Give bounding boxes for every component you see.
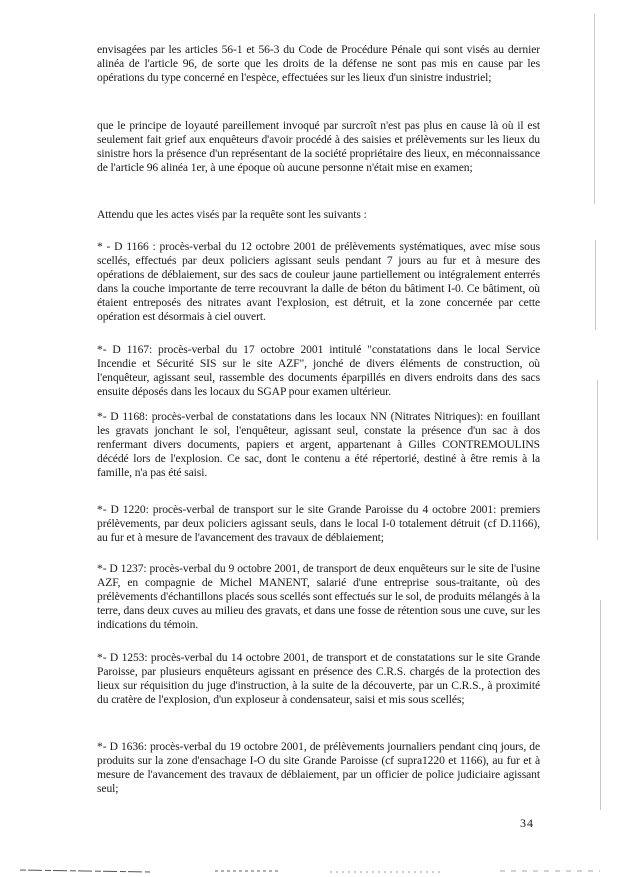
page-number: 34 <box>520 816 534 830</box>
list-item: *- D 1167: procès-verbal du 17 octobre 2001 intitulé "constatations dans le local Service Incendie et Sécurité SIS sur le site AZF", jonché de divers éléments de construction, où l'enquêteur, agissant seul, rassemble des documents éparpillés en divers endroits dans des sacs ensuite déposés dans les locaux du SGAP pour examen ultérieur. <box>97 343 540 398</box>
list-item: *- D 1168: procès-verbal de constatations dans les locaux NN (Nitrates Nitriques): en fouillant les gravats jonchant le sol, l'enquêteur, agissant seul, constate la présence d'un sac à dos renfermant divers documents, papiers et argent, appartenant à Gilles CONTREMOULINS décédé lors de l'explosion. Ce sac, dont le contenu a été répertorié, destiné à être remis à la famille, n'a pas été saisi. <box>97 410 540 479</box>
scan-margin-line <box>597 380 598 540</box>
list-item: *- D 1220: procès-verbal de transport sur le site Grande Paroisse du 4 octobre 2001: premiers prélèvements, par deux policiers agissant seuls, dans le local I-0 totalement détruit (cf D.1166), au fur et à mesure de l'avancement des travaux de déblaiement; <box>97 503 540 544</box>
scan-margin-line <box>594 14 595 204</box>
paragraph: envisagées par les articles 56-1 et 56-3 du Code de Procédure Pénale qui sont visés au dernier alinéa de l'article 96, de sorte que les droits de la défense ne sont pas mis en cause par les opérations du type concerné en l'espèce, effectuées sur les lieux d'un sinistre industriel; <box>97 43 540 84</box>
paragraph: que le principe de loyauté pareillement invoqué par surcroît n'est pas plus en cause là où il est seulement fait grief aux enquêteurs d'avoir procédé à des saisies et prélèvements sur les lieux du sinistre hors la présence d'un représentant de la société propriétaire des lieux, en méconnaissance de l'article 96 alinéa 1er, à une époque où aucune personne n'était mise en examen; <box>97 119 540 174</box>
scan-edge-artifacts <box>0 866 620 877</box>
scan-margin-line <box>600 600 601 810</box>
scan-margin-line <box>595 240 596 330</box>
list-item: *- D 1636: procès-verbal du 19 octobre 2001, de prélèvements journaliers pendant cinq jours, de produits sur la zone d'ensachage I-O du site Grande Paroisse (cf supra1220 et 1166), au fur et à mesure de l'avancement des travaux de déblaiement, par un officier de police judiciaire agissant seul; <box>97 740 540 795</box>
list-item: * - D 1166 : procès-verbal du 12 octobre 2001 de prélèvements systématiques, avec mise sous scellés, effectués par deux policiers agissant seuls pendant 7 jours au fur et à mesure des opérations de déblaiement, sur des sacs de couleur jaune partiellement ou intégralement enterrés dans la couche importante de terre recouvrant la dalle de béton du bâtiment I-0. Ce bâtiment, où étaient entreposés des nitrates avant l'explosion, est détruit, et la zone concernée par cette opération est désormais à ciel ouvert. <box>97 240 540 323</box>
paragraph: Attendu que les actes visés par la requête sont les suivants : <box>97 208 367 221</box>
list-item: *- D 1237: procès-verbal du 9 octobre 2001, de transport de deux enquêteurs sur le site de l'usine AZF, en compagnie de Michel MANENT, salarié d'une entreprise sous-traitante, où des prélèvements d'échantillons placés sous scellés sont effectués sur le sol, de produits mélangés à la terre, dans deux cuves au milieu des gravats, et dans une fosse de rétention sous une cuve, sur les indications du témoin. <box>97 562 540 631</box>
list-item: *- D 1253: procès-verbal du 14 octobre 2001, de transport et de constatations sur le site Grande Paroisse, par plusieurs enquêteurs agissant en présence des C.R.S. chargés de la protection des lieux sur réquisition du juge d'instruction, à la suite de la découverte, par un C.R.S., à proximité du cratère de l'explosion, d'un exploseur à condensateur, saisi et mis sous scellés; <box>97 651 540 706</box>
